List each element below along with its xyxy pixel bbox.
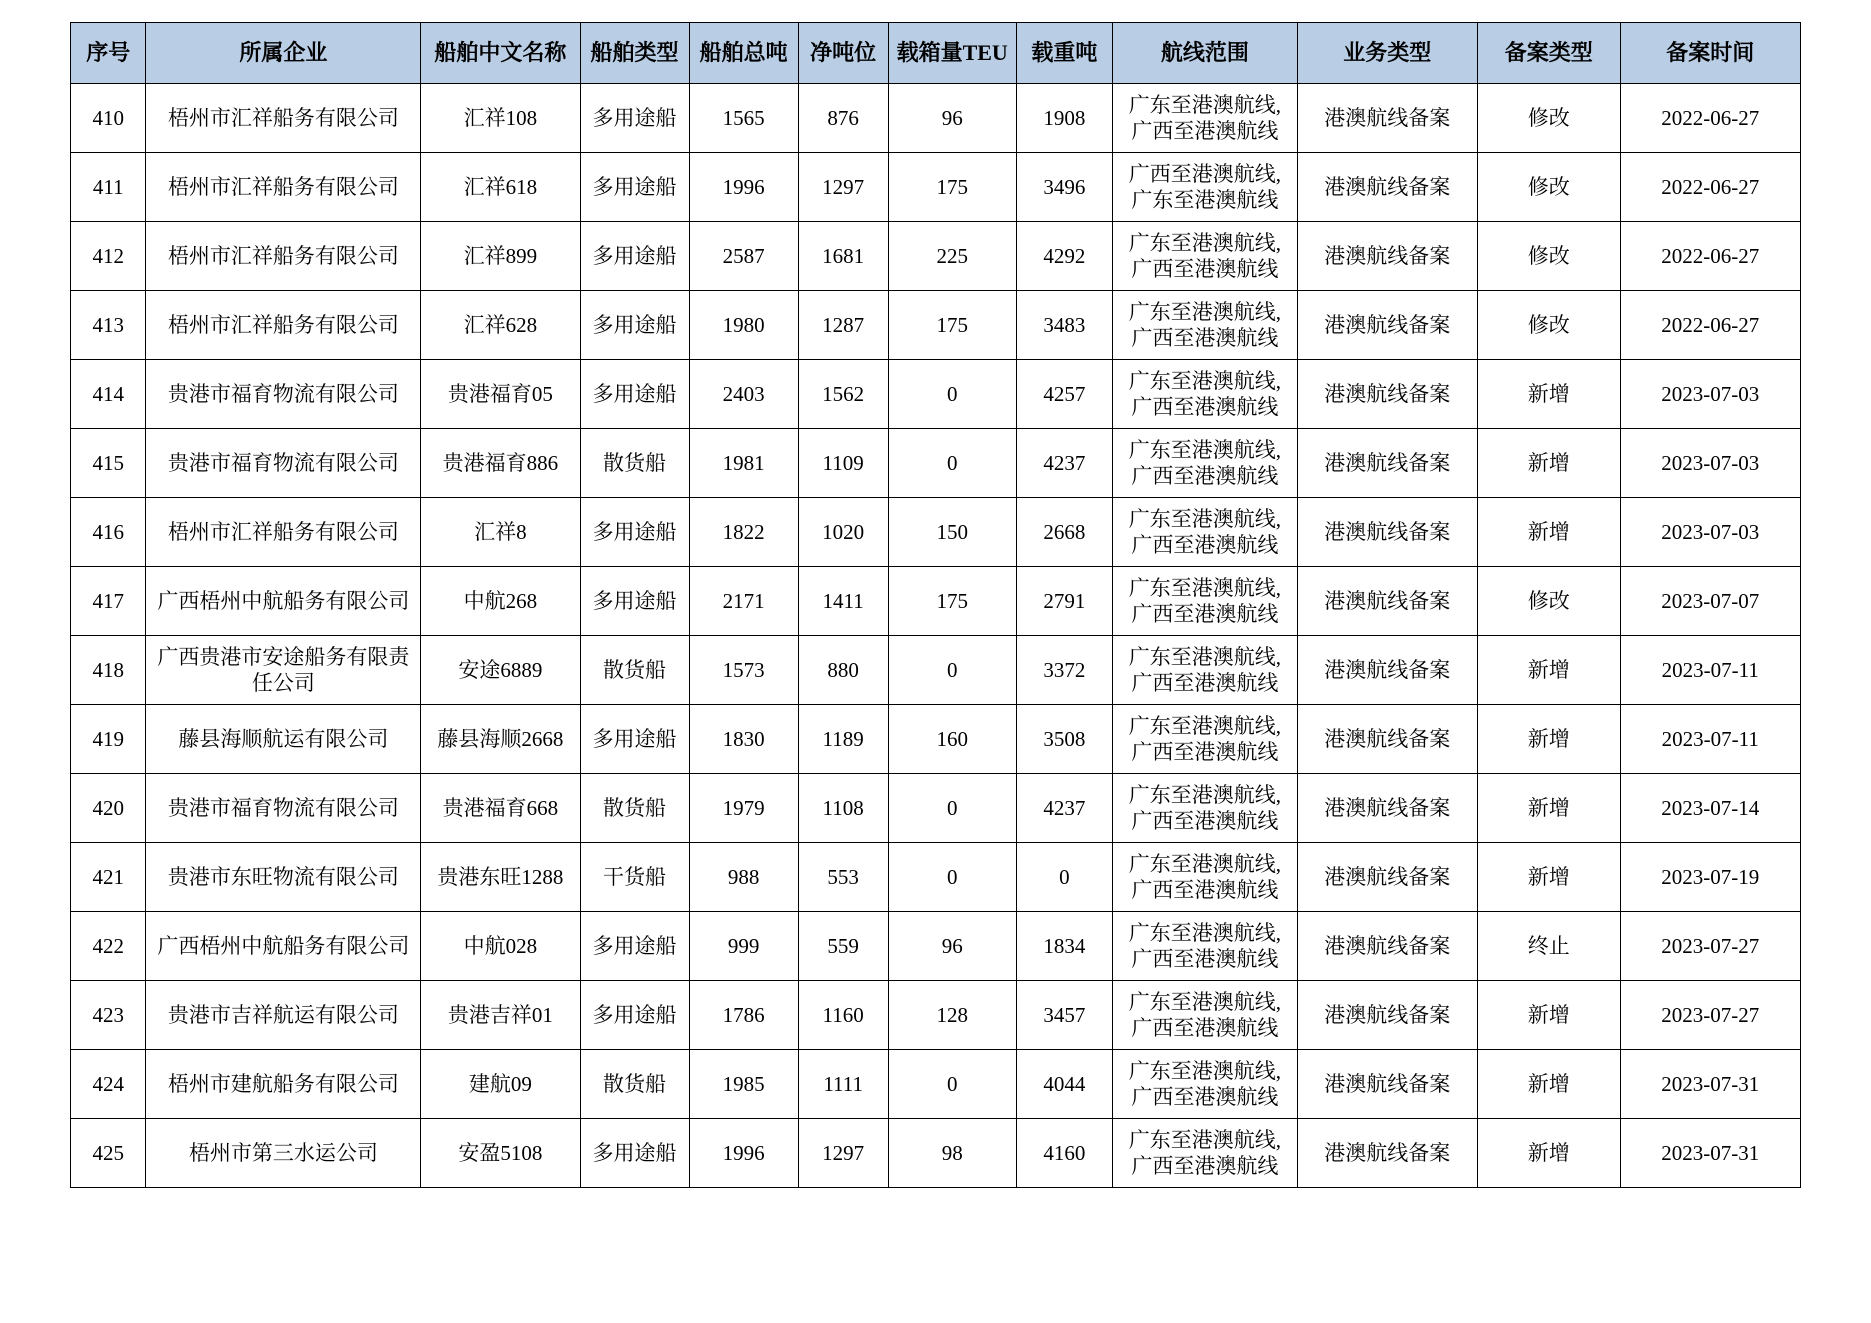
cell-teu: 0 (888, 1050, 1016, 1119)
column-header-company: 所属企业 (146, 23, 421, 84)
cell-net-tonnage: 1108 (798, 774, 888, 843)
cell-ship-name: 贵港福育886 (421, 429, 580, 498)
cell-ship-type: 干货船 (580, 843, 689, 912)
table-row (71, 1119, 1801, 1188)
cell-deadweight: 4044 (1016, 1050, 1112, 1119)
cell-company: 梧州市汇祥船务有限公司 (146, 84, 421, 153)
route-line-1: 广东至港澳航线, (1128, 644, 1281, 669)
route-line-1: 广东至港澳航线, (1128, 506, 1281, 531)
cell-gross-tonnage: 1830 (689, 705, 798, 774)
route-line-2: 广西至港澳航线 (1131, 1154, 1279, 1178)
cell-net-tonnage: 1297 (798, 1119, 888, 1188)
cell-ship-name: 中航028 (421, 912, 580, 981)
cell-net-tonnage: 1681 (798, 222, 888, 291)
route-line-1: 广东至港澳航线, (1128, 299, 1281, 324)
cell-business-type: 港澳航线备案 (1297, 291, 1477, 360)
cell-teu: 0 (888, 360, 1016, 429)
cell-record-date: 2023-07-31 (1620, 1050, 1800, 1119)
cell-teu: 96 (888, 912, 1016, 981)
cell-route-range (1113, 1119, 1298, 1188)
cell-net-tonnage: 880 (798, 636, 888, 705)
cell-ship-type: 多用途船 (580, 222, 689, 291)
cell-deadweight: 4292 (1016, 222, 1112, 291)
cell-company: 梧州市汇祥船务有限公司 (146, 498, 421, 567)
table-row (71, 705, 1801, 774)
route-line-1: 广东至港澳航线, (1128, 1058, 1281, 1083)
column-header-record-type: 备案类型 (1477, 23, 1620, 84)
cell-deadweight: 3483 (1016, 291, 1112, 360)
cell-record-type: 修改 (1477, 567, 1620, 636)
cell-net-tonnage: 1020 (798, 498, 888, 567)
cell-teu: 98 (888, 1119, 1016, 1188)
table-row (71, 567, 1801, 636)
cell-ship-type: 多用途船 (580, 360, 689, 429)
route-line-2: 广西至港澳航线 (1131, 671, 1279, 695)
cell-ship-name: 贵港吉祥01 (421, 981, 580, 1050)
cell-record-date: 2023-07-11 (1620, 636, 1800, 705)
cell-business-type: 港澳航线备案 (1297, 360, 1477, 429)
table-row (71, 153, 1801, 222)
cell-deadweight: 2791 (1016, 567, 1112, 636)
cell-business-type: 港澳航线备案 (1297, 567, 1477, 636)
cell-record-date: 2022-06-27 (1620, 84, 1800, 153)
cell-route-range (1113, 429, 1298, 498)
cell-record-date: 2023-07-19 (1620, 843, 1800, 912)
cell-gross-tonnage: 1786 (689, 981, 798, 1050)
cell-route-range (1113, 636, 1298, 705)
cell-business-type: 港澳航线备案 (1297, 498, 1477, 567)
table-row (71, 912, 1801, 981)
column-header-teu: 载箱量TEU (888, 23, 1016, 84)
cell-gross-tonnage: 1565 (689, 84, 798, 153)
cell-business-type: 港澳航线备案 (1297, 774, 1477, 843)
column-header-index: 序号 (71, 23, 146, 84)
cell-record-type: 新增 (1477, 1119, 1620, 1188)
route-line-2: 广西至港澳航线 (1131, 257, 1279, 281)
cell-gross-tonnage: 1980 (689, 291, 798, 360)
route-line-2: 广西至港澳航线 (1131, 1016, 1279, 1040)
table-row (71, 636, 1801, 705)
cell-company: 梧州市第三水运公司 (146, 1119, 421, 1188)
cell-ship-type: 多用途船 (580, 981, 689, 1050)
cell-record-type: 修改 (1477, 153, 1620, 222)
cell-business-type: 港澳航线备案 (1297, 1050, 1477, 1119)
column-header-route-range: 航线范围 (1113, 23, 1298, 84)
cell-gross-tonnage: 1979 (689, 774, 798, 843)
cell-company: 贵港市福育物流有限公司 (146, 774, 421, 843)
cell-deadweight: 4160 (1016, 1119, 1112, 1188)
table-row (71, 1050, 1801, 1119)
cell-net-tonnage: 553 (798, 843, 888, 912)
route-line-1: 广东至港澳航线, (1128, 1127, 1281, 1152)
cell-record-type: 新增 (1477, 774, 1620, 843)
cell-gross-tonnage: 999 (689, 912, 798, 981)
cell-net-tonnage: 1109 (798, 429, 888, 498)
cell-net-tonnage: 1160 (798, 981, 888, 1050)
cell-deadweight: 4237 (1016, 774, 1112, 843)
cell-ship-type: 多用途船 (580, 153, 689, 222)
table-row (71, 222, 1801, 291)
cell-index: 425 (71, 1119, 146, 1188)
cell-record-type: 新增 (1477, 843, 1620, 912)
cell-ship-type: 散货船 (580, 774, 689, 843)
cell-teu: 175 (888, 153, 1016, 222)
cell-ship-name: 汇祥899 (421, 222, 580, 291)
cell-record-date: 2023-07-07 (1620, 567, 1800, 636)
table-row (71, 291, 1801, 360)
cell-route-range (1113, 843, 1298, 912)
cell-company: 广西梧州中航船务有限公司 (146, 567, 421, 636)
cell-record-date: 2023-07-27 (1620, 912, 1800, 981)
cell-route-range (1113, 360, 1298, 429)
cell-route-range (1113, 84, 1298, 153)
cell-net-tonnage: 1297 (798, 153, 888, 222)
cell-route-range (1113, 774, 1298, 843)
cell-company: 贵港市福育物流有限公司 (146, 429, 421, 498)
cell-index: 416 (71, 498, 146, 567)
route-line-1: 广东至港澳航线, (1128, 989, 1281, 1014)
cell-record-type: 新增 (1477, 705, 1620, 774)
cell-gross-tonnage: 1985 (689, 1050, 798, 1119)
table-row (71, 843, 1801, 912)
cell-deadweight: 3457 (1016, 981, 1112, 1050)
cell-record-type: 新增 (1477, 360, 1620, 429)
cell-deadweight: 1834 (1016, 912, 1112, 981)
cell-ship-type: 多用途船 (580, 567, 689, 636)
cell-record-type: 新增 (1477, 636, 1620, 705)
table-row (71, 774, 1801, 843)
cell-ship-type: 多用途船 (580, 1119, 689, 1188)
cell-ship-name: 贵港福育05 (421, 360, 580, 429)
cell-company: 藤县海顺航运有限公司 (146, 705, 421, 774)
cell-index: 412 (71, 222, 146, 291)
cell-record-type: 新增 (1477, 1050, 1620, 1119)
cell-record-type: 修改 (1477, 222, 1620, 291)
cell-company: 贵港市东旺物流有限公司 (146, 843, 421, 912)
cell-company: 广西梧州中航船务有限公司 (146, 912, 421, 981)
route-line-2: 广西至港澳航线 (1131, 947, 1279, 971)
cell-company: 梧州市汇祥船务有限公司 (146, 222, 421, 291)
cell-index: 413 (71, 291, 146, 360)
cell-record-type: 终止 (1477, 912, 1620, 981)
cell-ship-name: 汇祥108 (421, 84, 580, 153)
route-line-1: 广东至港澳航线, (1128, 851, 1281, 876)
route-line-2: 广西至港澳航线 (1131, 1085, 1279, 1109)
cell-gross-tonnage: 1822 (689, 498, 798, 567)
cell-ship-name: 安盈5108 (421, 1119, 580, 1188)
cell-ship-type: 多用途船 (580, 84, 689, 153)
column-header-ship-type: 船舶类型 (580, 23, 689, 84)
cell-net-tonnage: 1189 (798, 705, 888, 774)
cell-teu: 0 (888, 636, 1016, 705)
cell-business-type: 港澳航线备案 (1297, 912, 1477, 981)
route-line-1: 广西至港澳航线, (1128, 161, 1281, 186)
cell-record-date: 2023-07-14 (1620, 774, 1800, 843)
cell-index: 415 (71, 429, 146, 498)
table-row (71, 84, 1801, 153)
cell-index: 423 (71, 981, 146, 1050)
cell-route-range (1113, 705, 1298, 774)
route-line-1: 广东至港澳航线, (1128, 782, 1281, 807)
cell-route-range (1113, 222, 1298, 291)
route-line-1: 广东至港澳航线, (1128, 368, 1281, 393)
cell-record-date: 2023-07-03 (1620, 429, 1800, 498)
cell-company: 梧州市汇祥船务有限公司 (146, 291, 421, 360)
cell-deadweight: 2668 (1016, 498, 1112, 567)
route-line-2: 广西至港澳航线 (1131, 740, 1279, 764)
cell-teu: 0 (888, 774, 1016, 843)
cell-deadweight: 3496 (1016, 153, 1112, 222)
cell-index: 420 (71, 774, 146, 843)
cell-deadweight: 1908 (1016, 84, 1112, 153)
route-line-2: 广东至港澳航线 (1131, 188, 1279, 212)
cell-business-type: 港澳航线备案 (1297, 429, 1477, 498)
route-line-2: 广西至港澳航线 (1131, 326, 1279, 350)
cell-ship-name: 安途6889 (421, 636, 580, 705)
route-line-1: 广东至港澳航线, (1128, 713, 1281, 738)
cell-ship-name: 汇祥628 (421, 291, 580, 360)
cell-net-tonnage: 559 (798, 912, 888, 981)
cell-business-type: 港澳航线备案 (1297, 84, 1477, 153)
column-header-record-date: 备案时间 (1620, 23, 1800, 84)
cell-business-type: 港澳航线备案 (1297, 981, 1477, 1050)
cell-ship-name: 汇祥618 (421, 153, 580, 222)
cell-route-range (1113, 981, 1298, 1050)
cell-gross-tonnage: 2403 (689, 360, 798, 429)
table-row (71, 360, 1801, 429)
route-line-1: 广东至港澳航线, (1128, 920, 1281, 945)
cell-index: 422 (71, 912, 146, 981)
cell-company: 广西贵港市安途船务有限责任公司 (146, 636, 421, 705)
cell-company: 梧州市建航船务有限公司 (146, 1050, 421, 1119)
cell-deadweight: 4237 (1016, 429, 1112, 498)
cell-index: 418 (71, 636, 146, 705)
table-row (71, 498, 1801, 567)
cell-index: 414 (71, 360, 146, 429)
table-body (71, 84, 1801, 1188)
cell-ship-type: 多用途船 (580, 705, 689, 774)
cell-business-type: 港澳航线备案 (1297, 705, 1477, 774)
cell-deadweight: 4257 (1016, 360, 1112, 429)
cell-route-range (1113, 153, 1298, 222)
cell-record-date: 2022-06-27 (1620, 222, 1800, 291)
cell-route-range (1113, 498, 1298, 567)
cell-ship-name: 贵港福育668 (421, 774, 580, 843)
cell-record-date: 2023-07-31 (1620, 1119, 1800, 1188)
cell-business-type: 港澳航线备案 (1297, 843, 1477, 912)
cell-deadweight: 0 (1016, 843, 1112, 912)
cell-deadweight: 3508 (1016, 705, 1112, 774)
cell-ship-name: 中航268 (421, 567, 580, 636)
cell-ship-name: 建航09 (421, 1050, 580, 1119)
cell-index: 424 (71, 1050, 146, 1119)
cell-record-type: 修改 (1477, 291, 1620, 360)
cell-route-range (1113, 291, 1298, 360)
column-header-gross-tonnage: 船舶总吨 (689, 23, 798, 84)
cell-gross-tonnage: 1573 (689, 636, 798, 705)
cell-ship-type: 散货船 (580, 1050, 689, 1119)
cell-index: 417 (71, 567, 146, 636)
cell-ship-name: 汇祥8 (421, 498, 580, 567)
cell-business-type: 港澳航线备案 (1297, 636, 1477, 705)
cell-index: 410 (71, 84, 146, 153)
route-line-1: 广东至港澳航线, (1128, 437, 1281, 462)
cell-record-type: 新增 (1477, 981, 1620, 1050)
table-row (71, 981, 1801, 1050)
cell-net-tonnage: 1411 (798, 567, 888, 636)
route-line-2: 广西至港澳航线 (1131, 602, 1279, 626)
cell-route-range (1113, 567, 1298, 636)
cell-company: 贵港市福育物流有限公司 (146, 360, 421, 429)
cell-record-date: 2023-07-03 (1620, 360, 1800, 429)
cell-gross-tonnage: 1996 (689, 153, 798, 222)
cell-teu: 175 (888, 567, 1016, 636)
cell-gross-tonnage: 2587 (689, 222, 798, 291)
cell-record-date: 2022-06-27 (1620, 153, 1800, 222)
cell-teu: 225 (888, 222, 1016, 291)
route-line-2: 广西至港澳航线 (1131, 533, 1279, 557)
cell-record-date: 2023-07-11 (1620, 705, 1800, 774)
cell-route-range (1113, 1050, 1298, 1119)
cell-gross-tonnage: 1981 (689, 429, 798, 498)
column-header-net-tonnage: 净吨位 (798, 23, 888, 84)
route-line-2: 广西至港澳航线 (1131, 395, 1279, 419)
cell-index: 421 (71, 843, 146, 912)
route-line-2: 广西至港澳航线 (1131, 878, 1279, 902)
cell-gross-tonnage: 988 (689, 843, 798, 912)
route-line-1: 广东至港澳航线, (1128, 230, 1281, 255)
cell-teu: 150 (888, 498, 1016, 567)
column-header-deadweight: 载重吨 (1016, 23, 1112, 84)
cell-ship-type: 多用途船 (580, 291, 689, 360)
cell-teu: 96 (888, 84, 1016, 153)
cell-index: 419 (71, 705, 146, 774)
cell-record-date: 2023-07-27 (1620, 981, 1800, 1050)
cell-ship-name: 贵港东旺1288 (421, 843, 580, 912)
table-header-row (71, 23, 1801, 84)
cell-gross-tonnage: 1996 (689, 1119, 798, 1188)
cell-net-tonnage: 876 (798, 84, 888, 153)
cell-business-type: 港澳航线备案 (1297, 222, 1477, 291)
cell-index: 411 (71, 153, 146, 222)
cell-ship-type: 散货船 (580, 636, 689, 705)
cell-teu: 175 (888, 291, 1016, 360)
cell-business-type: 港澳航线备案 (1297, 1119, 1477, 1188)
cell-record-date: 2023-07-03 (1620, 498, 1800, 567)
table-header (71, 23, 1801, 84)
cell-record-type: 修改 (1477, 84, 1620, 153)
route-line-1: 广东至港澳航线, (1128, 575, 1281, 600)
cell-ship-type: 多用途船 (580, 912, 689, 981)
cell-record-type: 新增 (1477, 429, 1620, 498)
cell-record-date: 2022-06-27 (1620, 291, 1800, 360)
cell-net-tonnage: 1562 (798, 360, 888, 429)
cell-net-tonnage: 1111 (798, 1050, 888, 1119)
table-row (71, 429, 1801, 498)
column-header-business-type: 业务类型 (1297, 23, 1477, 84)
cell-teu: 128 (888, 981, 1016, 1050)
cell-ship-type: 散货船 (580, 429, 689, 498)
cell-teu: 0 (888, 843, 1016, 912)
column-header-ship-name: 船舶中文名称 (421, 23, 580, 84)
route-line-2: 广西至港澳航线 (1131, 119, 1279, 143)
cell-deadweight: 3372 (1016, 636, 1112, 705)
cell-ship-type: 多用途船 (580, 498, 689, 567)
ship-record-table (70, 22, 1801, 1188)
cell-route-range (1113, 912, 1298, 981)
cell-ship-name: 藤县海顺2668 (421, 705, 580, 774)
cell-business-type: 港澳航线备案 (1297, 153, 1477, 222)
cell-company: 梧州市汇祥船务有限公司 (146, 153, 421, 222)
route-line-1: 广东至港澳航线, (1128, 92, 1281, 117)
route-line-2: 广西至港澳航线 (1131, 809, 1279, 833)
cell-teu: 160 (888, 705, 1016, 774)
cell-company: 贵港市吉祥航运有限公司 (146, 981, 421, 1050)
cell-net-tonnage: 1287 (798, 291, 888, 360)
route-line-2: 广西至港澳航线 (1131, 464, 1279, 488)
cell-teu: 0 (888, 429, 1016, 498)
cell-gross-tonnage: 2171 (689, 567, 798, 636)
cell-record-type: 新增 (1477, 498, 1620, 567)
